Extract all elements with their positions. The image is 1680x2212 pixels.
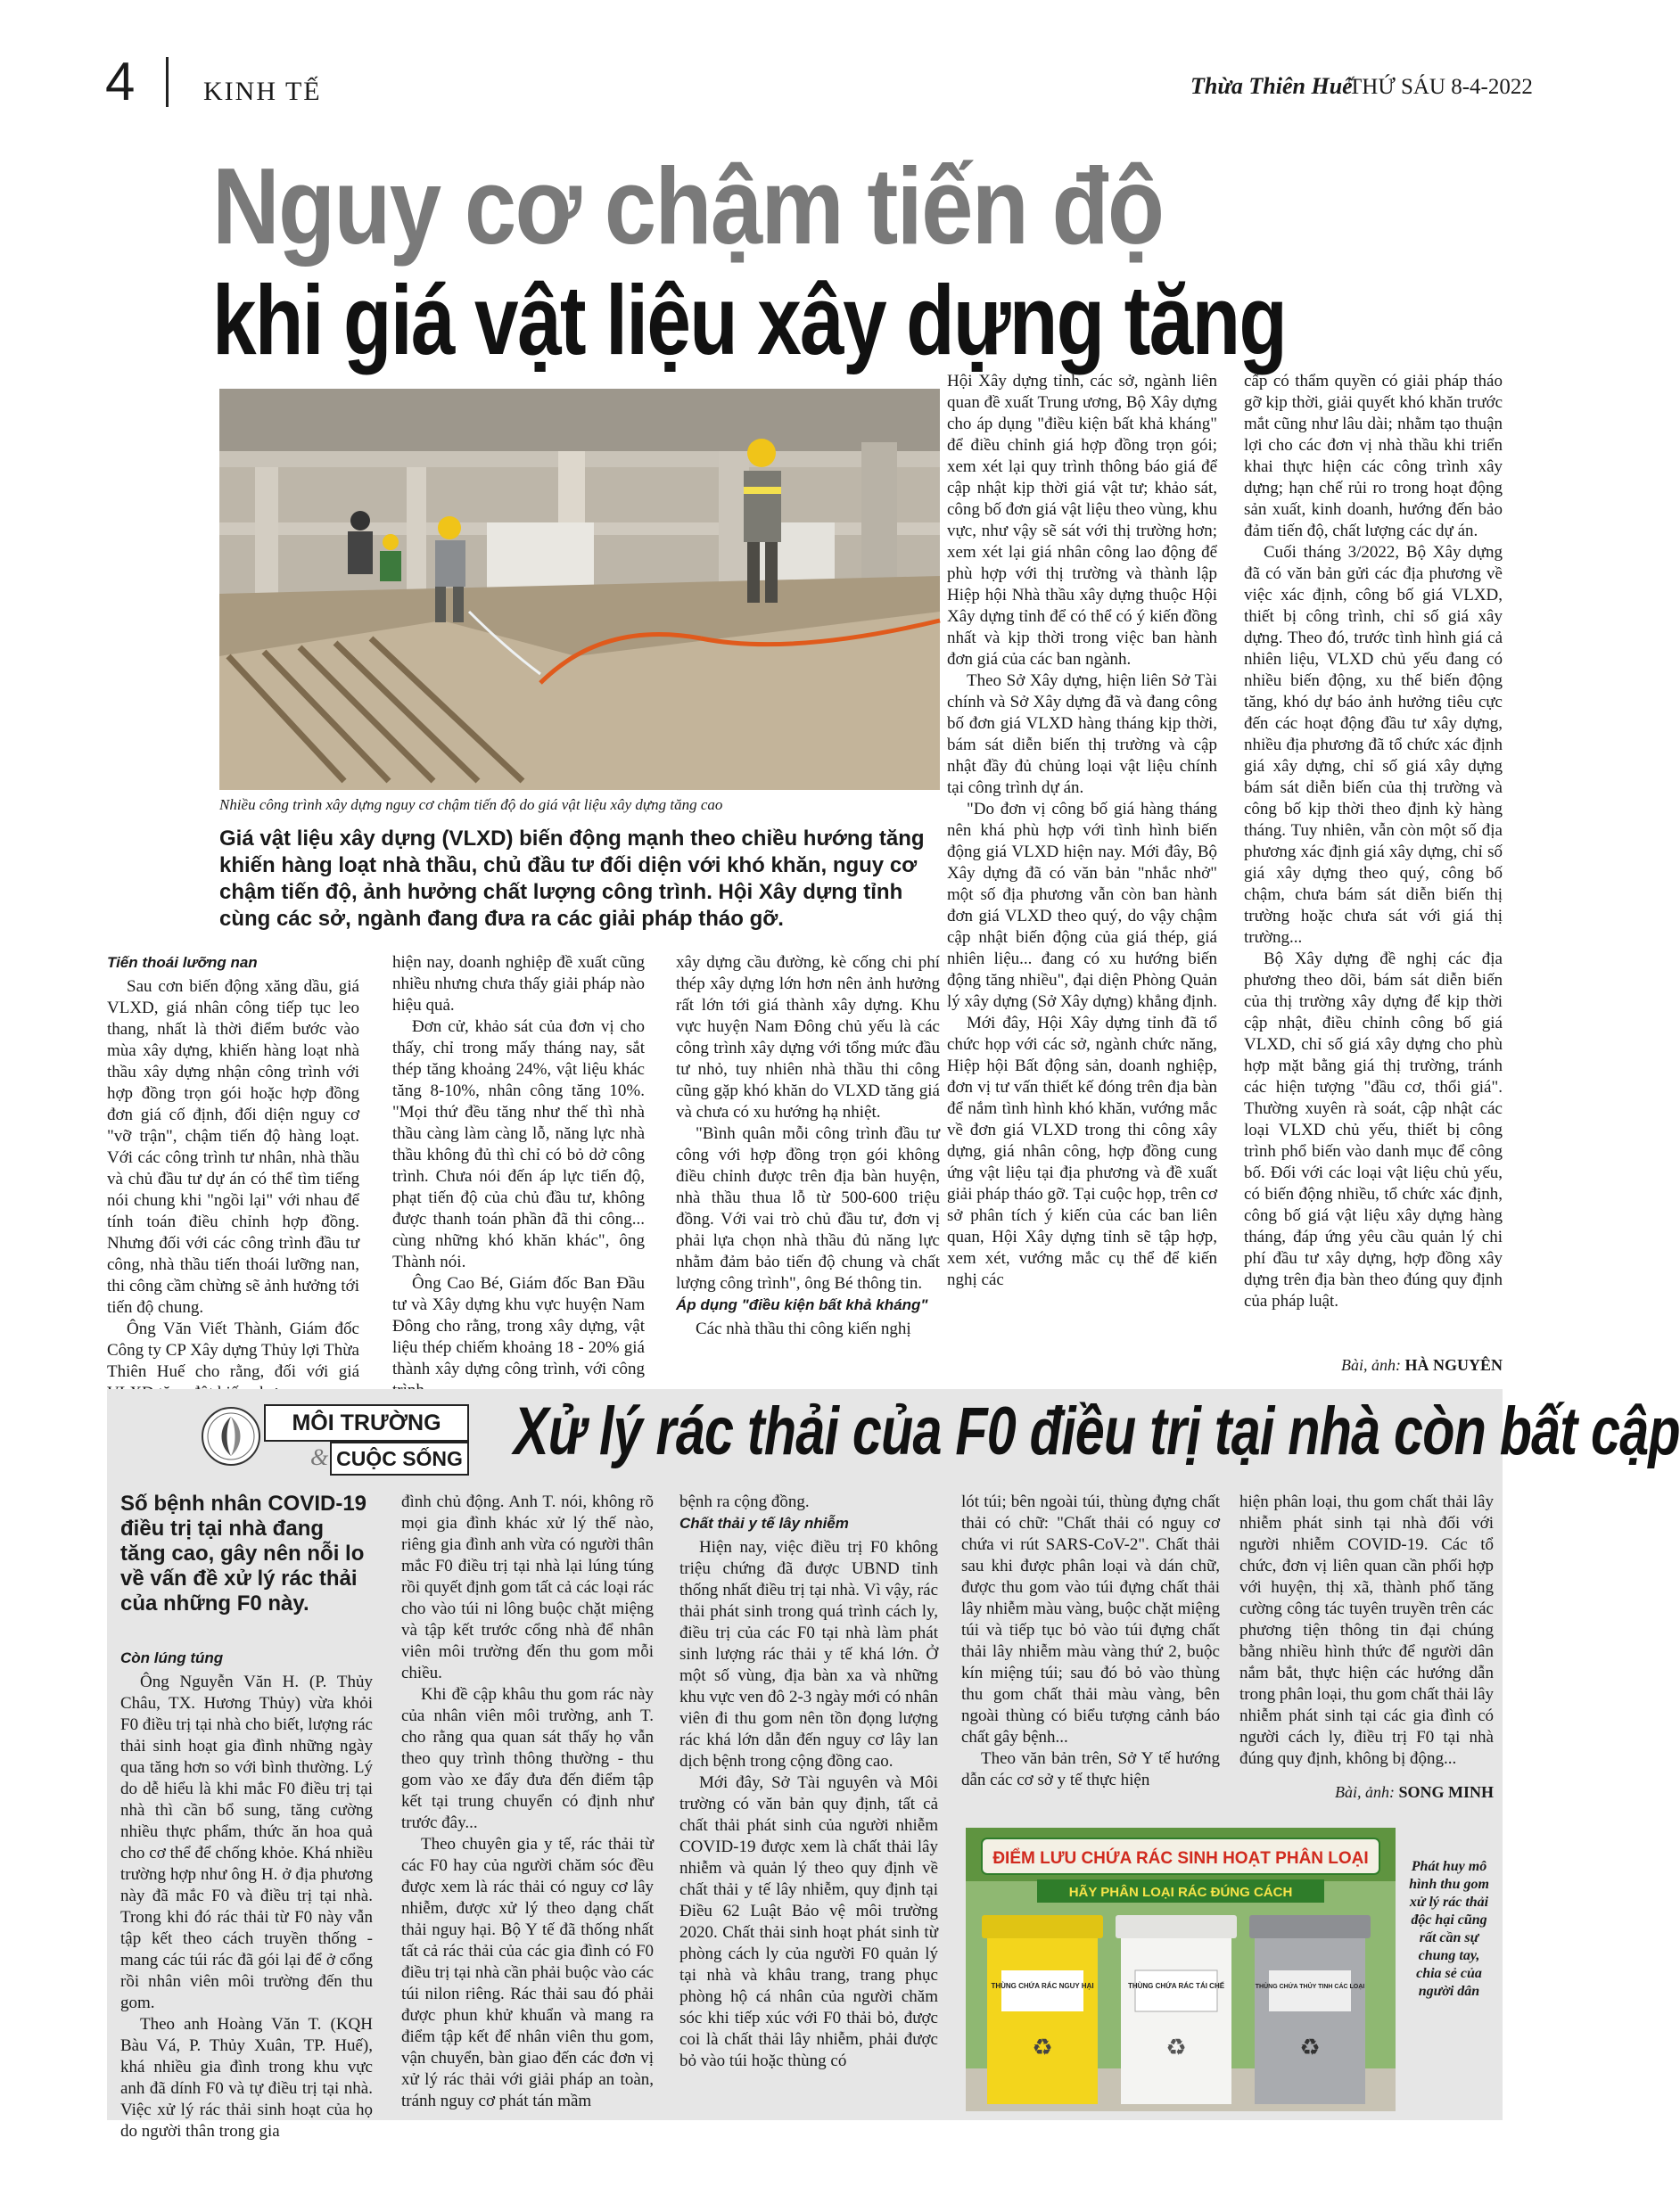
byline-author: SONG MINH xyxy=(1398,1783,1494,1801)
article1-column-1 xyxy=(107,952,359,1381)
paragraph: Theo anh Hoàng Văn T. (KQH Bàu Vá, P. Thủy Xuân, TP. Huế), khá nhiều gia đình trong khu vực anh đã dính F0 và tự điều trị tại nhà. Việc xử lý rác thải sinh hoạt của họ do người thân trong gia xyxy=(120,2015,373,2141)
article2-column-5 xyxy=(1239,1492,1494,1786)
article1-subhead-1: Tiến thoái lưỡng nan xyxy=(107,954,258,971)
article2-byline xyxy=(1239,1783,1494,1802)
newspaper-name: Thừa Thiên Huế xyxy=(1190,73,1353,99)
photo-banner-text: ĐIỂM LƯU CHỨA RÁC SINH HOẠT PHÂN LOẠI xyxy=(992,1849,1369,1868)
photo1-caption: Nhiều công trình xây dựng nguy cơ chậm tiến độ do giá vật liệu xây dựng tăng cao xyxy=(219,796,723,813)
paragraph: Ông Nguyễn Văn H. (P. Thủy Châu, TX. Hương Thủy) vừa khỏi F0 điều trị tại nhà cho biết, lượng rác thải sinh hoạt gia đình những ngày qua tăng hơn so với bình thường. Lý do dễ hiểu là khi mắc F0 điều trị tại nhà thì cần bổ sung, tăng cường nhiều thực phẩm, thức ăn hoa quả cho cơ thể để chống khỏe. Khá nhiều trường hợp như ông H. ở địa phương này đã mắc F0 và điều trị tại nhà. Trong khi đó rác thải từ F0 này vẫn tập kết theo cách truyền thống - mang các túi rác đã gói lại để ở cổng rồi nhân viên môi trường đến thu gom. xyxy=(120,1673,373,2012)
waste-bins-photo xyxy=(966,1828,1396,2111)
paragraph: cấp có thẩm quyền có giải pháp tháo gỡ kịp thời, giải quyết khó khăn trước mắt cũng như lâu dài; nhằm tạo thuận lợi cho các đơn vị nhà thầu khi triển khai thực hiện các công trình xây dựng; hạn chế rủi ro trong hoạt động sản xuất, kinh doanh, hướng đến bảo đảm tiến độ, chất lượng các dự án. xyxy=(1244,372,1503,540)
page-number: 4 xyxy=(105,52,136,111)
paragraph: Theo văn bản trên, Sở Y tế hướng dẫn các cơ sở y tế thực hiện xyxy=(961,1749,1220,1789)
article1-column-5 xyxy=(1244,371,1503,1359)
paragraph: xây dựng cầu đường, kè cống chi phí thép xây dựng lớn hơn nên ảnh hưởng rất lớn tới giá thành xây dựng. Khu vực huyện Nam Đông chủ yếu là các công trình xây dựng với tổng mức đầu tư nhỏ, tuy nhiên nhà thầu thi công cũng gặp khó khăn do VLXD tăng giá và chưa có xu hướng hạ nhiệt. xyxy=(676,953,940,1122)
article1-lead: Giá vật liệu xây dựng (VLXD) biến động mạnh theo chiều hướng tăng khiến hàng loạt nhà thầu, chủ đầu tư đối diện với khó khăn, nguy cơ chậm tiến độ, ảnh hưởng chất lượng công trình. Hội Xây dựng tỉnh cùng các sở, ngành đang đưa ra các giải pháp tháo gỡ. xyxy=(219,826,925,931)
article1-column-2 xyxy=(392,952,645,1378)
article2-headline: Xử lý rác thải của F0 điều trị tại nhà còn bất cập xyxy=(514,1394,1680,1469)
paragraph: Bộ Xây dựng đề nghị các địa phương theo dõi, bám sát diễn biến của thị trường xây dựng để kịp thời cập nhật, điều chỉnh công bố giá VLXD, chỉ số giá xây dựng cho phù hợp mặt bằng giá thị trường, tránh các hiện tượng "đầu cơ, thổi giá". Thường xuyên rà soát, cập nhật các loại VLXD chủ yếu, thiết bị công trình phổ biến vào danh mục để công bố. Đối với các loại vật liệu chủ yếu, có biến động nhiều, tổ chức xác định, công bố giá vật liệu xây dựng hàng tháng, đáp ứng yêu cầu quản lý chi phí đầu tư xây dựng, hợp đồng xây dựng trên địa bàn theo đúng quy định của pháp luật. xyxy=(1244,950,1503,1311)
paragraph: hiện nay, doanh nghiệp đề xuất cũng nhiều nhưng chưa thấy giải pháp nào hiệu quả. xyxy=(392,953,645,1015)
article1-headline-line2: khi giá vật liệu xây dựng tăng xyxy=(212,266,1287,375)
paragraph: đình chủ động. Anh T. nói, không rõ mọi gia đình khác xử lý thế nào, riêng gia đình anh vừa có người thân mắc F0 điều trị tại nhà lại lúng túng rồi quyết định gom tất cả các loại rác cho vào túi ni lông buộc chặt miệng và tập kết trước cổng nhà để nhân viên môi trường đến thu gom mỗi chiều. xyxy=(401,1492,654,1682)
paragraph: Sau cơn biến động xăng dầu, giá VLXD, giá nhân công tiếp tục leo thang, nhất là thời điểm bước vào mùa xây dựng, khiến hàng loạt nhà thầu xây dựng nhận công trình với hợp đồng trọn gói hoặc hợp đồng đơn giá cố định, đối diện nguy cơ "vỡ trận", chậm tiến độ hàng loạt. Với các công trình tư nhân, nhà thầu và chủ đầu tư dự án có thể tìm tiếng nói chung khi "ngồi lại" với nhau để tính toán điều chỉnh hợp đồng. Nhưng đối với các công trình đầu tư công, nhà thầu tiến thoái lưỡng nan, thi công cầm chừng sẽ ảnh hưởng tới tiến độ chung. xyxy=(107,977,359,1317)
paragraph: Cuối tháng 3/2022, Bộ Xây dựng đã có văn bản gửi các địa phương về việc xác định, công bố giá VLXD, thiết bị công trình, chỉ số giá xây dựng. Theo đó, trước tình hình giá cả nhiên liệu, VLXD chủ yếu đang có nhiều biến động, xu thế biến động tăng, khó dự báo ảnh hưởng tiêu cực đến các hoạt động đầu tư xây dựng, nhiều địa phương đã tổ chức xác định giá xây dựng, chỉ số giá xây dựng bám sát diễn biến của thị trường và công bố kịp thời theo định kỳ hàng tháng. Tuy nhiên, vẫn còn một số địa phương xác định giá xây dựng, chỉ số giá xây dựng theo quý, công bố chậm, chưa bám sát diễn biến thị trường hoặc chưa sát với giá thị trường... xyxy=(1244,543,1503,947)
rubric-ampersand: & xyxy=(310,1444,329,1470)
paragraph: Các nhà thầu thi công kiến nghị xyxy=(696,1320,911,1338)
paragraph: Hội Xây dựng tỉnh, các sở, ngành liên quan đề xuất Trung ương, Bộ Xây dựng cho áp dụng "điều kiện bất khả kháng" để điều chỉnh giá hợp đồng trọn gói; xem xét lại quy trình thông báo giá để cập nhật kịp thời giá vật tư; khảo sát, công bố đơn giá vật liệu theo vùng, khu vực, như vậy sẽ sát với thị trường hơn; xem xét lại giá nhân công lao động để phù hợp với thị trường và thành lập Hiệp hội Nhà thầu xây dựng thuộc Hội Xây dựng tỉnh để có thể có ý kiến đồng nhất và kịp thời trong việc ban hành đơn giá của các ban ngành. xyxy=(947,372,1217,669)
section-title: KINH TẾ xyxy=(203,77,322,106)
photo2-caption: Phát huy mô hình thu gom xử lý rác thải độc hại cũng rất cần sự chung tay, chia sẻ của người dân xyxy=(1409,1859,1489,1999)
svg-text:♻: ♻ xyxy=(1165,2035,1187,2060)
header-divider xyxy=(166,57,169,107)
article1-column-4 xyxy=(947,371,1217,1359)
paragraph: Theo chuyên gia y tế, rác thải từ các F0 hay của người chăm sóc đều được xem là rác thải có nguy cơ lây nhiễm, được xử lý theo dạng chất thải nguy hại. Bộ Y tế đã thống nhất tất cả rác thải của các gia đình có F0 điều trị tại nhà cần phải buộc vào các túi nilon riêng. Rác thải sau đó phải được phun khử khuẩn và mang ra điểm tập kết để nhân viên thu gom, vận chuyển, bàn giao đến các đơn vị xử lý rác thải với giải pháp an toàn, tránh nguy cơ phát tán mầm xyxy=(401,1835,654,2110)
byline-prefix: Bài, ảnh: xyxy=(1334,1783,1395,1801)
paragraph: Theo Sở Xây dựng, hiện liên Sở Tài chính và Sở Xây dựng đã và đang công bố đơn giá VLXD hàng tháng kịp thời, bám sát diễn biến thị trường và cập nhật đầy đủ chủng loại vật liệu chính tại công trình dự án. xyxy=(947,671,1217,797)
article1-headline-line1: Nguy cơ chậm tiến độ xyxy=(212,145,1164,267)
paragraph: Ông Văn Viết Thành, Giám đốc Công ty CP Xây dựng Thủy lợi Thừa Thiên Huế cho rằng, đối với giá xyxy=(107,1320,359,1381)
yellow-bin-icon xyxy=(982,1915,1103,2104)
issue-date: THỨ SÁU 8-4-2022 xyxy=(1348,75,1533,99)
environment-emblem-icon xyxy=(201,1406,261,1467)
article2-column-1 xyxy=(120,1648,373,2141)
rubric-sub-label: CUỘC SỐNG xyxy=(330,1442,469,1476)
article2-column-2 xyxy=(401,1492,654,2111)
paragraph: bệnh ra cộng đồng. xyxy=(679,1492,810,1511)
paragraph: Mới đây, Hội Xây dựng tỉnh đã tổ chức họp với các sở, ngành chức năng, Hiệp hội Bất động sản, doanh nghiệp, đơn vị tư vấn thiết kế đóng trên địa bàn để nắm tình hình khó khăn, vướng mắc về đơn giá VLXD trong thi công xây dựng, giá nhân công, hợp đồng cung ứng vật liệu tại địa phương và đề xuất giải pháp tháo gỡ. Tại cuộc họp, trên cơ sở phân tích ý kiến của các ban liên quan, Hội Xây dựng tỉnh sẽ tập hợp, xem xét, vướng mắc cụ thể để kiến nghị các xyxy=(947,1014,1217,1289)
article1-column-3 xyxy=(676,952,940,1371)
article1-subhead-2: Áp dụng "điều kiện bất khả kháng" xyxy=(676,1296,928,1313)
construction-site-photo xyxy=(219,389,940,790)
paragraph: Đơn cử, khảo sát của đơn vị cho thấy, chỉ trong mấy tháng nay, sắt thép tăng khoảng 24%, vật liệu khác tăng 8-10%, nhân công tăng 10%. "Mọi thứ đều tăng như thế thì nhà thầu càng làm càng lỗ, năng lực nhà thầu không đủ thì chỉ có bỏ dở công trình. Chưa nói đến áp lực tiến độ, phạt tiến độ của chủ đầu tư, không được thanh toán phần đã thi công... cùng những khó khăn khác", ông Thành nói. xyxy=(392,1017,645,1271)
article2-column-4 xyxy=(961,1492,1220,1789)
article1-byline xyxy=(1275,1356,1503,1375)
svg-text:♻: ♻ xyxy=(1299,2035,1321,2060)
paragraph: lót túi; bên ngoài túi, thùng đựng chất thải có chữ: "Chất thải có nguy cơ chứa vi rút SARS-CoV-2". Chất thải sau khi được phân loại và dán chữ, được thu gom vào túi đựng chất thải lây nhiễm màu vàng, buộc chặt miệng túi và tiếp tục bỏ vào túi đựng chất thải lây nhiễm màu vàng thứ 2, buộc kín miệng túi; sau đó bỏ vào thùng thu gom chất thải màu vàng, bên ngoài thùng có biểu tượng cảnh báo chất gây bệnh... xyxy=(961,1492,1220,1747)
article2-column-3 xyxy=(679,1492,938,2111)
white-bin-icon xyxy=(1116,1915,1237,2104)
article2-subhead-1: Còn lúng túng xyxy=(120,1649,224,1666)
bin-label-1: THÙNG CHỨA RÁC NGUY HẠI xyxy=(991,1982,1094,1990)
byline-author: HÀ NGUYÊN xyxy=(1404,1356,1503,1374)
photo-subbanner-text: HÃY PHÂN LOẠI RÁC ĐÚNG CÁCH xyxy=(1068,1885,1293,1900)
article2-subhead-2: Chất thải y tế lây nhiễm xyxy=(679,1515,849,1532)
byline-prefix: Bài, ảnh: xyxy=(1340,1356,1401,1374)
rubric-main-label: MÔI TRƯỜNG xyxy=(264,1404,469,1442)
paragraph: "Do đơn vị công bố giá hàng tháng nên khá phù hợp với tình hình biến động giá VLXD hiện nay. Mới đây, Bộ Xây dựng đã có văn bản "nhắc nhở" một số địa phương vẫn còn ban hành đơn giá VLXD theo quý, do vậy chậm cập nhật biến động của giá thép, giá nhiên liệu... đang có xu hướng biến động tăng nhiều", đại diện Phòng Quản lý xây dựng (Sở Xây dựng) khẳng định. xyxy=(947,800,1217,1011)
svg-text:♻: ♻ xyxy=(1032,2035,1053,2060)
paragraph: "Bình quân mỗi công trình đầu tư công với hợp đồng trọn gói không điều chỉnh được trên địa bàn huyện, nhà thầu thua lỗ từ 500-600 triệu đồng. Với vai trò chủ đầu tư, đơn vị phải lựa chọn nhà thầu đủ năng lực nhằm đảm bảo tiến độ chung và chất lượng công trình", ông Bé thông tin. xyxy=(676,1124,940,1293)
paragraph: Khi đề cập khâu thu gom rác này của nhân viên môi trường, anh T. cho rằng qua quan sát thấy họ vẫn theo quy trình thông thường - thu gom vào xe đẩy đưa đến điểm tập kết tại trung chuyển có định như trước đây... xyxy=(401,1685,654,1832)
bin-label-2: THÙNG CHỨA RÁC TÁI CHẾ xyxy=(1127,1982,1225,1990)
paragraph: Mới đây, Sở Tài nguyên và Môi trường có văn bản quy định, tất cả chất thải phát sinh của người nhiễm COVID-19 được xem là chất thải lây nhiễm và quản lý theo quy định về chất thải y tế lây nhiễm, quy định tại Điều 62 Luật Bảo vệ môi trường 2020. Chất thải sinh hoạt phát sinh từ phòng cách ly của người F0 quản lý tại nhà và khâu trang, trang phục phòng hộ cá nhân của người chăm sóc khi tiếp xúc với F0 thải bỏ, được coi là chất thải lây nhiễm, phải được bỏ vào túi hoặc thùng có xyxy=(679,1773,938,2070)
article2-lead: Số bệnh nhân COVID-19 điều trị tại nhà đang tăng cao, gây nên nỗi lo về vấn đề xử lý rác thải của những F0 này. xyxy=(120,1492,367,1616)
bin-label-3: THÙNG CHỨA THỦY TINH CÁC LOẠI xyxy=(1255,1984,1365,1990)
paragraph: Ông Cao Bé, Giám đốc Ban Đầu tư và Xây dựng khu vực huyện Nam Đông cho rằng, trong xây dựng, vật liệu thép chiếm khoảng 18 - 20% giá thành xây dựng công trình, với công xyxy=(392,1274,645,1378)
paragraph: hiện phân loại, thu gom chất thải lây nhiễm phát sinh tại nhà đối với người nhiễm COVID-19. Các tổ chức, đơn vị liên quan cần phối hợp với huyện, thị xã, thành phố tăng cường công tác tuyên truyền trên các phương tiện thông tin đại chúng bằng nhiều hình thức để người dân nắm bắt, thực hiện các hướng dẫn trong phân loại, thu gom chất thải lây nhiễm phát sinh tại các gia đình có người cách ly, điều trị F0 tại nhà đúng quy định, không bị động... xyxy=(1239,1492,1494,1768)
paragraph: Hiện nay, việc điều trị F0 không triệu chứng đã được UBND tỉnh thống nhất điều trị tại nhà. Vì vậy, rác thải phát sinh trong quá trình cách ly, điều trị của các F0 tại nhà làm phát sinh lượng rác thải y tế khá lớn. Ở một số vùng, địa bàn xa và những khu vực ven đô 2-3 ngày mới có nhân viên đi thu gom nên tồn đọng lượng rác khá lớn dẫn đến nguy cơ lây lan dịch bệnh trong cộng đồng cao. xyxy=(679,1538,938,1771)
grey-bin-icon xyxy=(1249,1915,1371,2104)
